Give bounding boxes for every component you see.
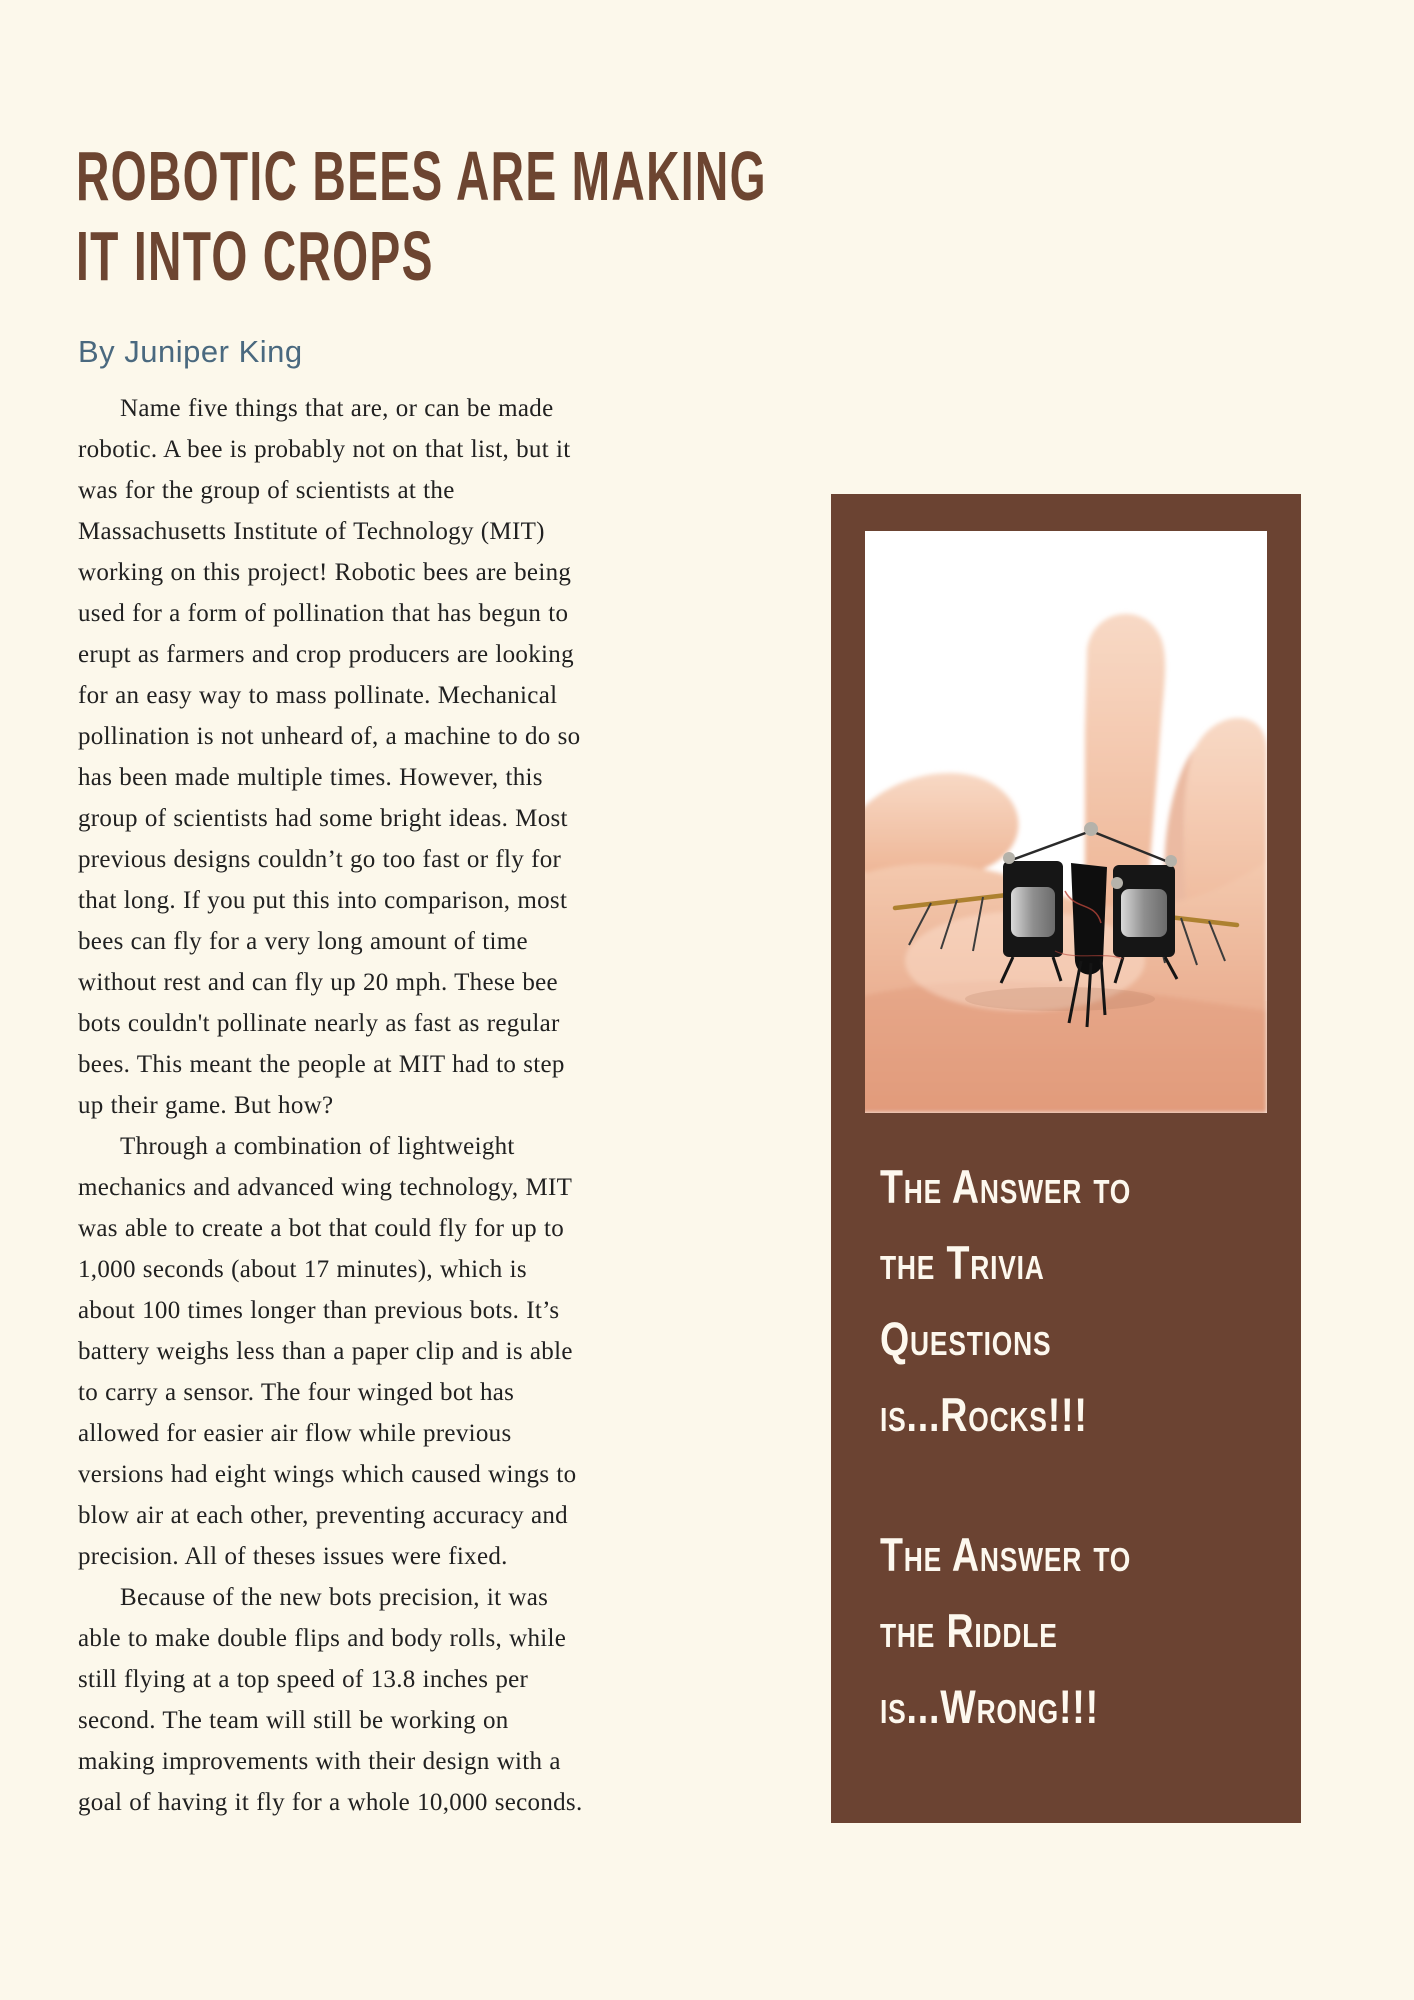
trivia-answer-line: Questions	[880, 1312, 1052, 1365]
page-title-line-2: IT INTO CROPS	[76, 217, 434, 295]
article-paragraph-2: Through a combination of lightweight mechanics and advanced wing technology, MIT was able to create a bot that could fly for up to 1,000 seconds (about 17 minutes), which is about 100 times longer than previous bots. It’s battery weighs less than a paper clip and is able to carry a sensor. The four winged bot has allowed for easier air flow while previous versions had eight wings which caused wings to blow air at each other, preventing accuracy and precision. All of theses issues were fixed.	[78, 1133, 577, 1570]
riddle-answer-line: is...Wrong!!!	[880, 1680, 1099, 1733]
article-paragraph-1: Name five things that are, or can be made robotic. A bee is probably not on that list, but it was for the group of scientists at the Massachusetts Institute of Technology (MIT) working on this project! Robotic bees are being used for a form of pollination that has begun to erupt as farmers and crop producers are looking for an easy way to mass pollinate. Mechanical pollination is not unheard of, a machine to do so has been made multiple times. However, this group of scientists had some bright ideas. Most previous designs couldn’t go too fast or fly for that long. If you put this into comparison, most bees can fly for a very long amount of time without rest and can fly up 20 mph. These bee bots couldn't pollinate nearly as fast as regular bees. This meant the people at MIT had to step up their game. But how?	[78, 395, 581, 1119]
riddle-answer-line: the Riddle	[880, 1604, 1058, 1657]
trivia-answer-line: is...Rocks!!!	[880, 1388, 1088, 1441]
trivia-answer-line: The Answer to	[880, 1160, 1132, 1213]
article-paragraph-3: Because of the new bots precision, it was able to make double flips and body rolls, while still flying at a top speed of 13.8 inches per second. The team will still be working on making improvements with their design with a goal of having it fly for a whole 10,000 seconds.	[78, 1584, 583, 1816]
riddle-answer	[880, 1517, 1271, 1745]
answers-section	[880, 1149, 1271, 1745]
riddle-answer-line: The Answer to	[880, 1528, 1132, 1581]
trivia-answer-line: the Trivia	[880, 1236, 1045, 1289]
article-body	[78, 388, 584, 1823]
robotic-bee-photo-illustration	[865, 531, 1267, 1113]
robotic-bee-photo	[865, 531, 1267, 1113]
trivia-answer	[880, 1149, 1271, 1453]
page-title	[76, 136, 836, 296]
byline: By Juniper King	[78, 334, 303, 369]
sidebar-panel	[831, 494, 1301, 1823]
page-title-line-1: ROBOTIC BEES ARE MAKING	[76, 137, 767, 215]
